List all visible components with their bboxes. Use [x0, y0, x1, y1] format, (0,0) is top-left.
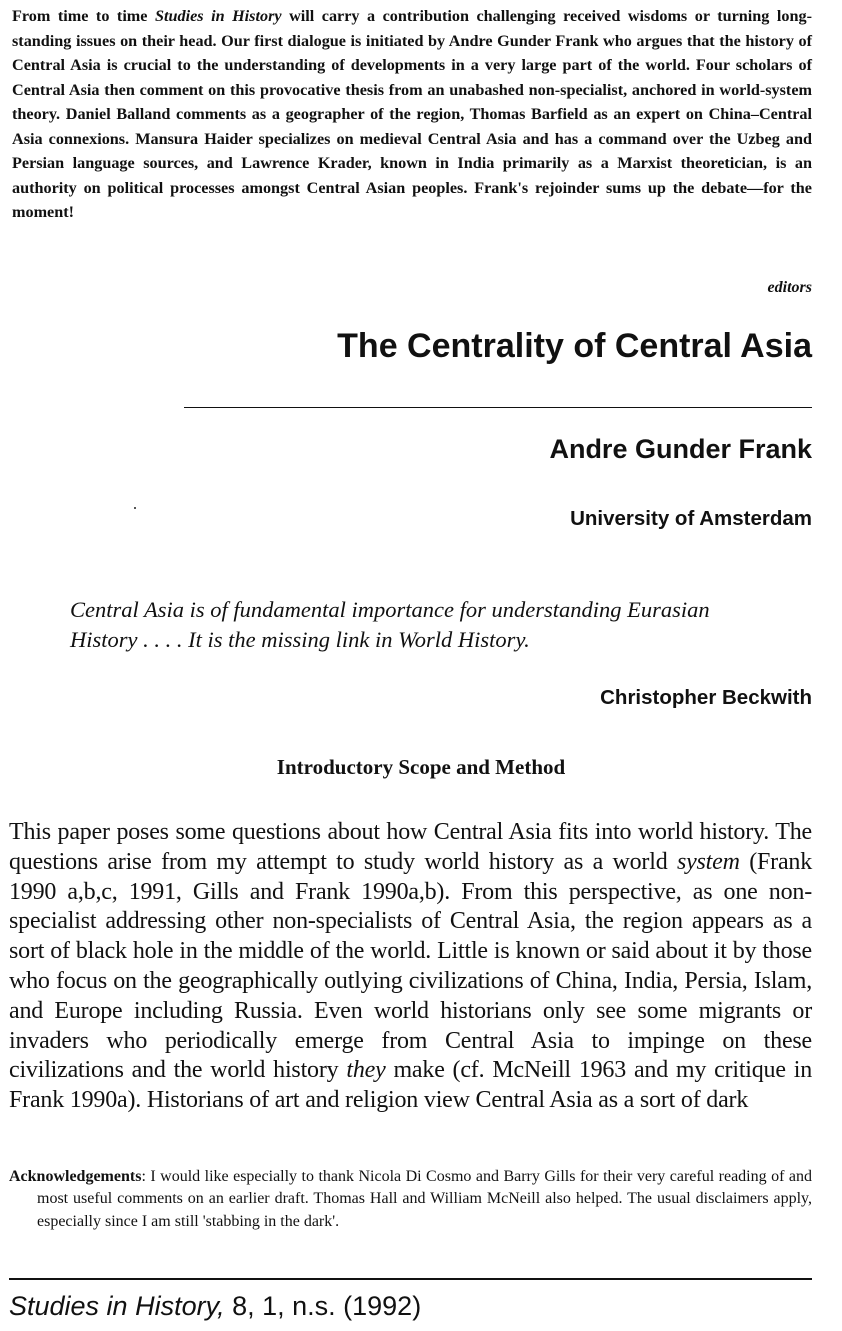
intro-lead: From time to time [12, 7, 155, 25]
acknowledgements-footnote [9, 1166, 812, 1233]
epigraph-line-2: History . . . . It is the missing link in World History. [70, 627, 530, 652]
intro-journal-name: Studies in History [155, 7, 282, 25]
body-text-part-1: This paper poses some questions about how Central Asia fits into world history. The questions arise from my attempt to study world history as a world [9, 819, 812, 875]
footer-divider [9, 1278, 812, 1280]
editors-signature: editors [767, 279, 812, 296]
editorial-introduction [12, 4, 812, 225]
acknowledgements-label: Acknowledgements [9, 1168, 142, 1185]
body-text-part-3: make (cf. McNeill 1963 and my critique in Frank 1990a). Historians of art and religion view Central Asia as a sort of dark [9, 1057, 812, 1114]
body-emphasis-they: they [346, 1057, 386, 1084]
epigraph-line-1: Central Asia is of fundamental importance for understanding Eurasian [70, 597, 710, 622]
footer-citation: 8, 1, n.s. (1992) [224, 1291, 422, 1321]
intro-text: will carry a contribution challenging received wisdoms or turning long-standing issues on their head. Our first dialogue is initiated by Andre Gunder Frank who argues that the history of Central Asia is crucial to the understanding of developments in a very large part of the world. Four scholars of Central Asia then comment on this provocative thesis from an unabashed non-specialist, anchored in world-system theory. Daniel Balland comments as a geographer of the region, Thomas Barfield as an expert on China–Central Asia connexions. Mansura Haider specializes on medieval Central Asia and has a command over the Uzbeg and Persian language sources, and Lawrence Krader, known in India primarily as a Marxist theoretician, is an authority on political processes amongst Central Asian peoples. Frank's rejoinder sums up the debate—for the moment! [12, 7, 812, 221]
journal-citation-footer [9, 1288, 421, 1324]
scan-speck [134, 507, 136, 509]
epigraph-attribution: Christopher Beckwith [600, 686, 812, 709]
section-heading: Introductory Scope and Method [276, 755, 566, 779]
epigraph-quote [70, 595, 820, 655]
author-affiliation: University of Amsterdam [570, 507, 812, 530]
body-emphasis-system: system [676, 848, 740, 875]
body-paragraph [9, 818, 812, 1116]
footer-journal-name: Studies in History, [9, 1291, 225, 1321]
body-text-part-2: (Frank 1990 a,b,c, 1991, Gills and Frank 1990a,b). From this perspective, as one non-specialist addressing other non-specialists of Central Asia, the region appears as a sort of black hole in the middle of the world. Little is known or said about it by those who focus on the geographically outlying civilizations of China, India, Persia, Islam, and Europe including Russia. Even world historians only see some migrants or invaders who periodically emerge from Central Asia to impinge on these civilizations and the world history [9, 848, 812, 1084]
article-title: The Centrality of Central Asia [337, 327, 812, 365]
acknowledgements-text: : I would like especially to thank Nicola Di Cosmo and Barry Gills for their very careful reading of and most useful comments on an earlier draft. Thomas Hall and William McNeill also helped. The usual disclaimers apply, especially since I am still 'stabbing in the dark'. [37, 1168, 812, 1230]
author-name: Andre Gunder Frank [549, 434, 812, 464]
title-divider [184, 407, 812, 408]
